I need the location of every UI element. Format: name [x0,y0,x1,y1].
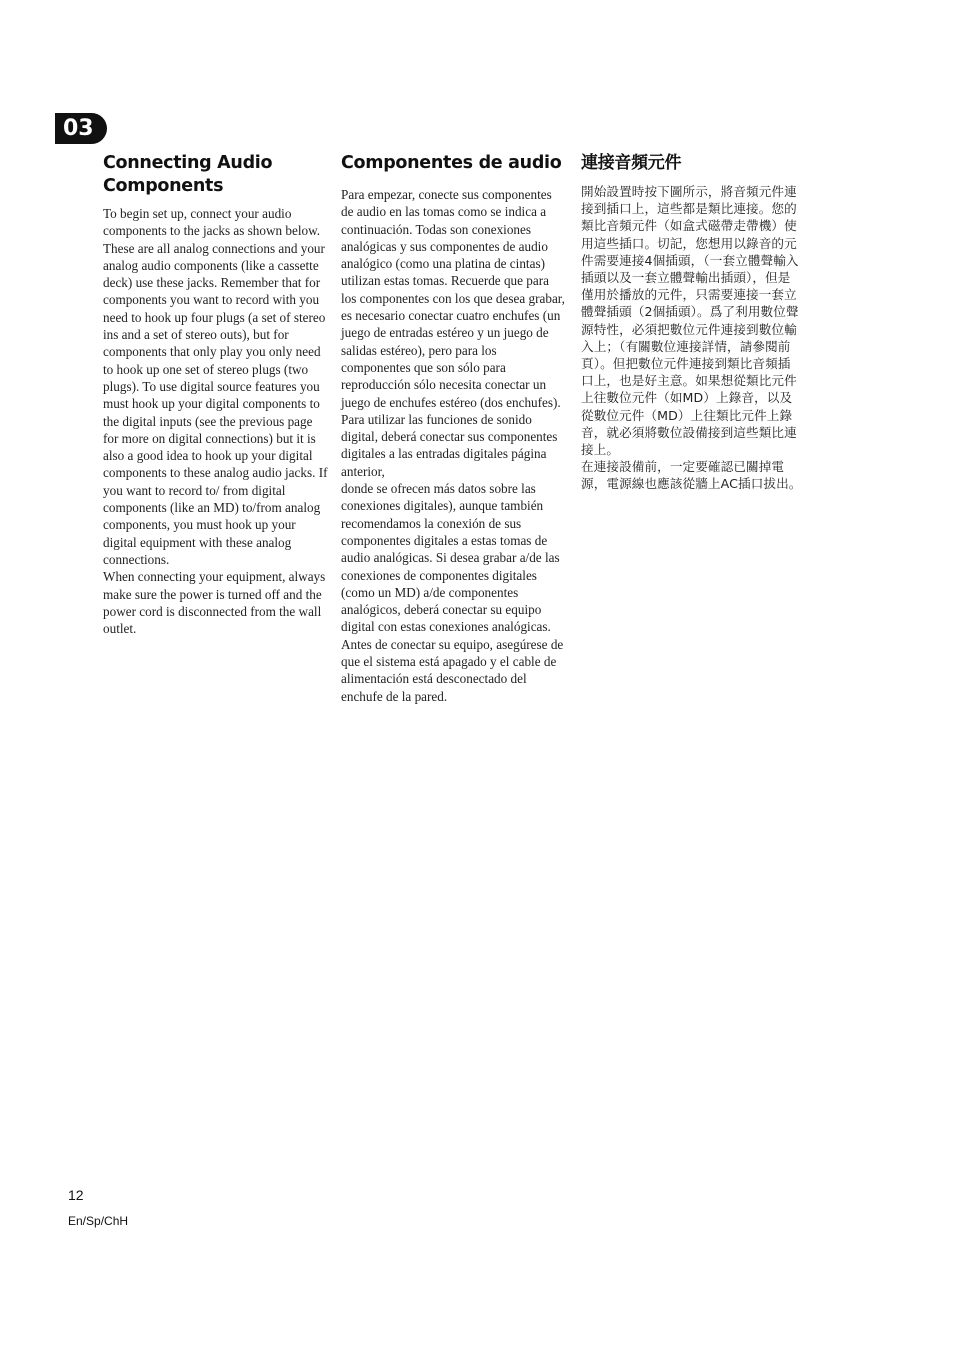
english-paragraph-2: When connecting your equipment, always make sure the power is turned off and the power cord is disconnected from the wall outlet. [103,569,326,637]
spanish-paragraph-2: Para utilizar las funciones de sonido digital, deberá conectar sus componentes digitales a las entradas digitales página anterior, [341,411,558,479]
chapter-badge: 03 [55,113,107,144]
chinese-body [581,183,803,493]
chinese-heading: 連接音頻元件 [581,153,682,173]
spanish-paragraph-4: Antes de conectar su equipo, asegúrese de que el sistema está apagado y el cable de alimentación está desconectado del enchufe de la pared. [341,636,564,704]
spanish-column [341,152,566,705]
english-paragraph-1: To begin set up, connect your audio components to the jacks as shown below. These are all analog connections and your analog audio components (like a cassette deck) use these jacks. Remember that for components you want to record with you need to hook up four plugs (a set of stereo ins and a set of stereo outs), but for components that only play you only need to hook up one set of stereo plugs (two plugs). To use digital source features you must hook up your digital components to the digital inputs (see the previous page for more on digital connections) but it is also a good idea to hook up your digital components to these analog audio jacks. If you want to record to/ from digital components (like an MD) to/from analog components, you must hook up your digital equipment with these analog connections. [103,206,328,567]
spanish-paragraph-3: donde se ofrecen más datos sobre las conexiones digitales), aunque también recomendamos la conexión de sus componentes digitales a estas tomas de audio analógicas. Si desea grabar a/de las conexiones de componentes digitales (como un MD) a/de componentes analógicos, deberá conectar su equipo digital con estas conexiones analógicas. [341,481,560,635]
language-code: En/Sp/ChH [68,1214,129,1228]
english-heading: Connecting Audio Components [103,153,273,196]
chinese-paragraph-1: 開始設置時按下圖所示，將音頻元件連接到插口上，這些都是類比連接。您的類比音頻元件（如盒式磁帶走帶機）使用這些插口。切記，您想用以錄音的元件需要連接4個插頭，（一套立體聲輸入插頭以及一套立體聲輸出插頭），但是僅用於播放的元件，只需要連接一套立體聲插頭（2個插頭）。爲了利用數位聲源特性，必須把數位元件連接到數位輸入上；（有關數位連接詳情，請參閱前頁）。但把數位元件連接到類比音頻插口上，也是好主意。如果想從類比元件上往數位元件（如MD）上錄音，以及從數位元件（MD）上往類比元件上錄音，就必須將數位設備接到這些類比連接上。 [581,184,799,458]
chinese-paragraph-2: 在連接設備前，一定要確認已關掉電源，電源線也應該從牆上AC插口拔出。 [581,459,802,492]
english-column [103,152,328,637]
spanish-paragraph-1: Para empezar, conecte sus componentes de audio en las tomas como se indica a continuación. Todas son conexiones analógicas y sus componentes de audio analógico (como una platina de cintas) utilizan estas tomas. Recuerde que para los componentes con los que desea grabar, es necesario conectar cuatro enchufes (un juego de entradas estéreo y un juego de salidas estéreo), pero para los componentes que son sólo para reproducción sólo necesita conectar un juego de enchufes estéreo (dos enchufes). [341,187,565,410]
spanish-body [341,186,566,705]
chinese-column [581,152,803,493]
spanish-heading: Componentes de audio [341,153,562,173]
page-number: 12 [68,1187,84,1203]
english-body [103,205,328,637]
